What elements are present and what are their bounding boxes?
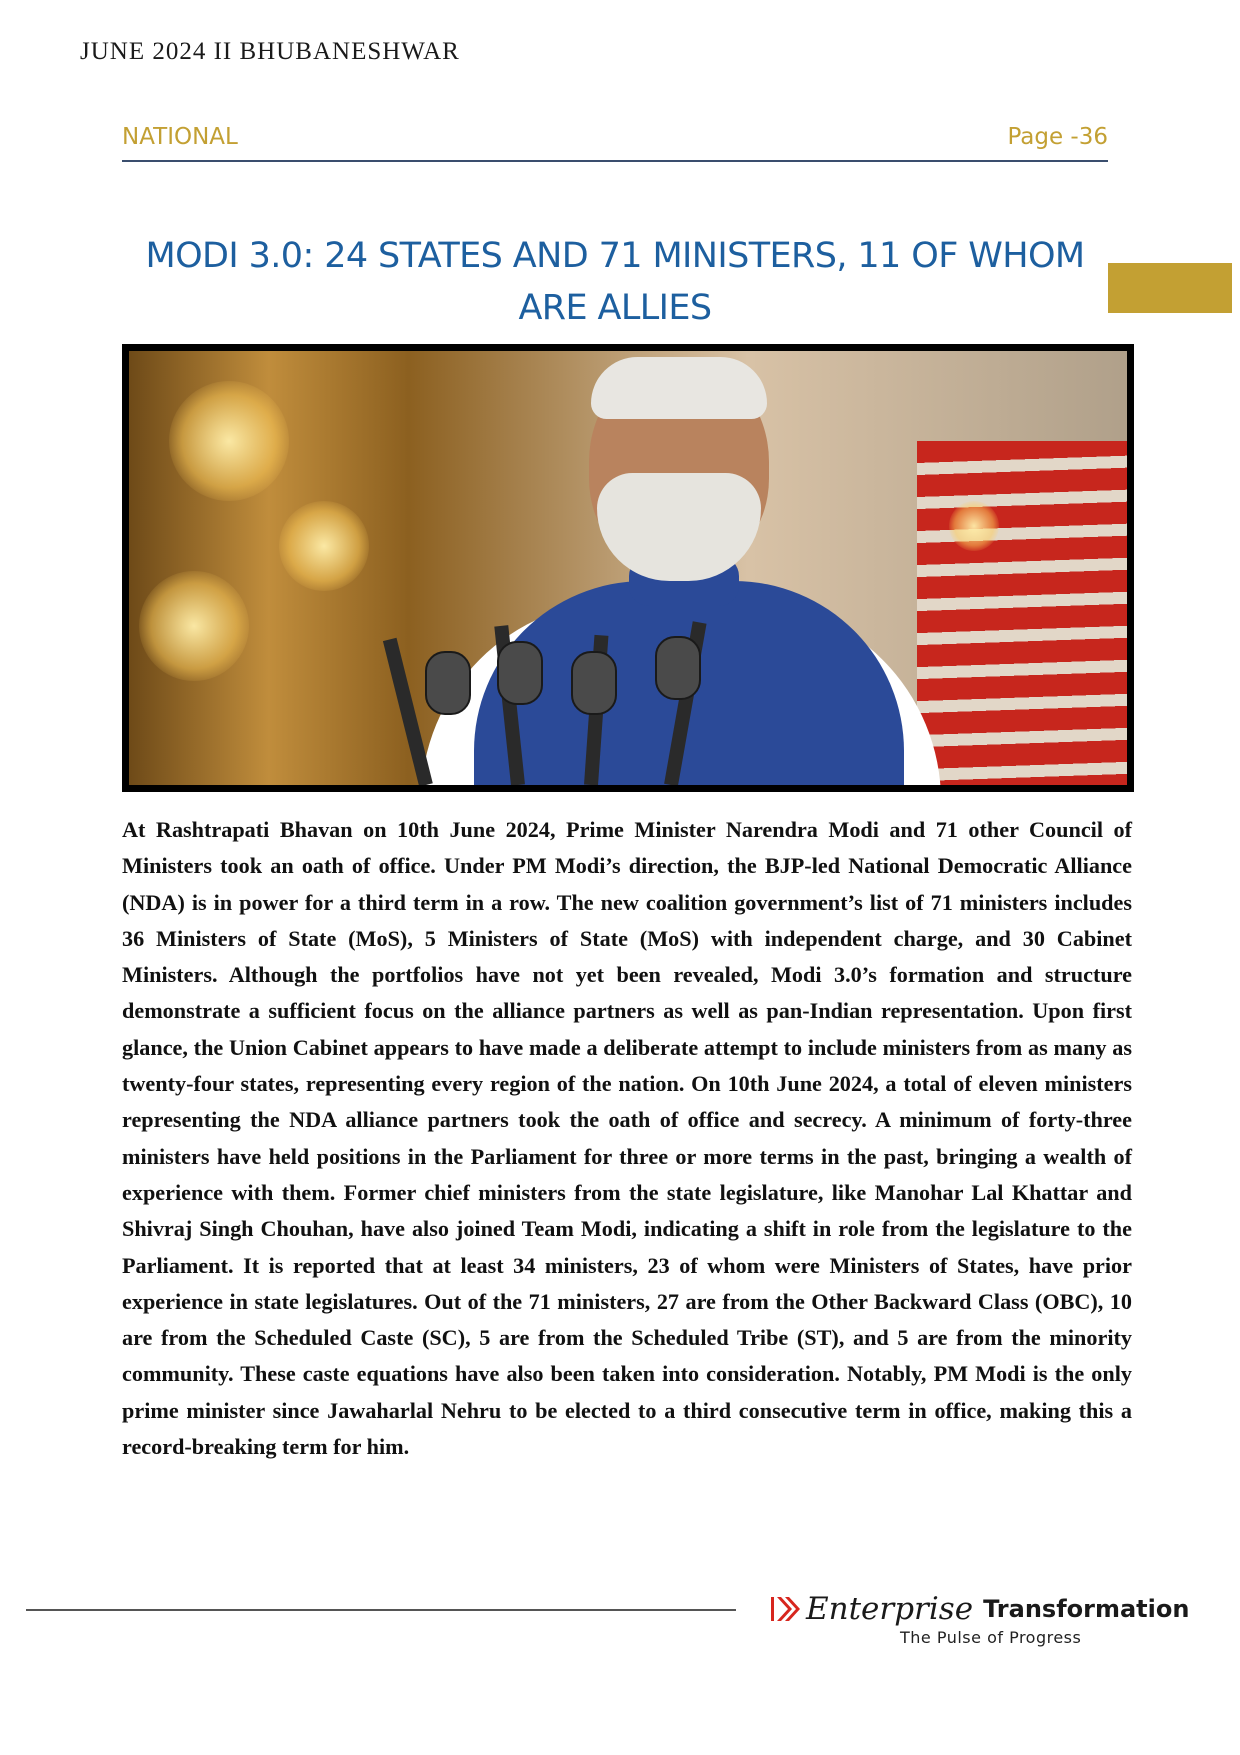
photo-scene [129,351,1127,785]
issue-line: JUNE 2024 II BHUBANESHWAR [80,38,460,65]
section-header [122,118,1108,162]
photo-stairs [917,441,1127,785]
article-body: At Rashtrapati Bhavan on 10th June 2024, Prime Minister Narendra Modi and 71 other Council of Ministers took an oath of office. Under PM Modi’s direction, the BJP-led National Democratic Alliance (NDA) is in power for a third term in a row. The new coalition government’s list of 71 ministers includes 36 Ministers of State (MoS), 5 Ministers of State (MoS) with independent charge, and 30 Cabinet Ministers. Although the portfolios have not yet been revealed, Modi 3.0’s formation and structure demonstrate a sufficient focus on the alliance partners as well as pan-Indian representation. Upon first glance, the Union Cabinet appears to have made a deliberate attempt to include ministers from as many as twenty-four states, representing every region of the nation. On 10th June 2024, a total of eleven ministers representing the NDA alliance partners took the oath of office and secrecy. A minimum of forty-three ministers have held positions in the Parliament for three or more terms in the past, bringing a wealth of experience with them. Former chief ministers from the state legislature, like Manohar Lal Khattar and Shivraj Singh Chouhan, have also joined Team Modi, indicating a shift in role from the legislature to the Parliament. It is reported that at least 34 ministers, 23 of whom were Ministers of States, have prior experience in state legislatures. Out of the 71 ministers, 27 are from the Other Backward Class (OBC), 10 are from the Scheduled Caste (SC), 5 are from the Scheduled Tribe (ST), and 5 are from the minority community. These caste equations have also been taken into consideration. Notably, PM Modi is the only prime minister since Jawaharlal Nehru to be elected to a third consecutive term in office, making this a record-breaking term for him. [122,817,1132,1460]
photo-bokeh [169,381,289,501]
microphone-head [571,651,617,715]
microphone-head [497,641,543,705]
photo-hair [591,357,767,419]
brand-word-enterprise: Enterprise [806,1591,974,1627]
photo-bokeh [139,571,249,681]
article-headline: MODI 3.0: 24 STATES AND 71 MINISTERS, 11 OF WHOM ARE ALLIES [145,236,1085,328]
photo-bokeh [279,501,369,591]
article-photo [122,344,1134,792]
photo-bokeh [949,501,999,551]
footer-rule [26,1609,736,1611]
gold-accent-tab [1108,263,1232,313]
microphone-head [425,651,471,715]
microphone-icon [383,638,433,785]
brand-word-transformation: Transformation [983,1595,1190,1623]
enterprise-logo-icon [770,1594,800,1624]
brand-tagline: The Pulse of Progress [900,1628,1082,1647]
page-number: Page -36 [1007,124,1108,150]
section-name: NATIONAL [122,124,238,150]
footer-brand [770,1591,1189,1627]
photo-beard [597,473,761,581]
microphone-head [655,636,701,700]
